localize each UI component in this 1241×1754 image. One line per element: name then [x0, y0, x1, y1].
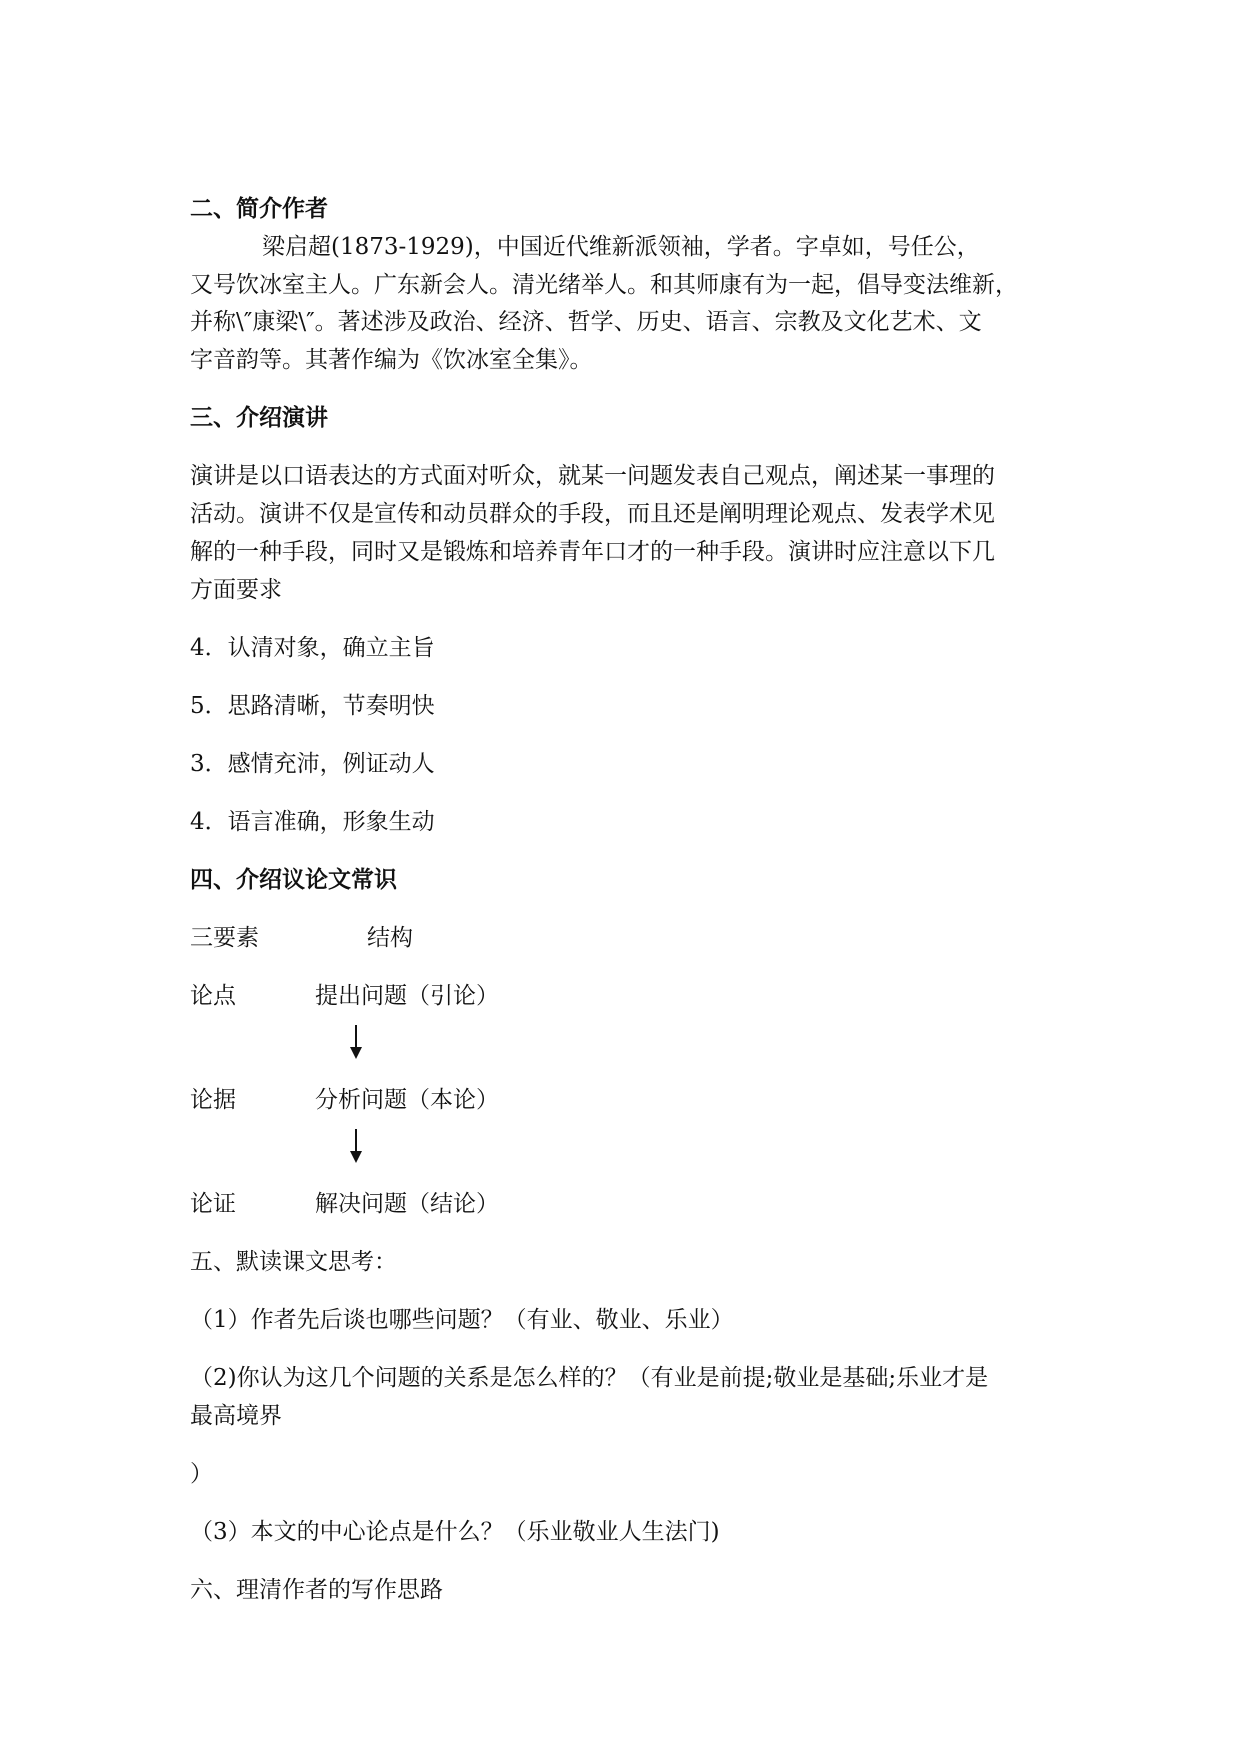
element-row-1-label: 论点 — [190, 983, 236, 1009]
section3-line-1: 演讲是以口语表达的方式面对听众，就某一问题发表自己观点，阐述某一事理的 — [190, 463, 995, 489]
section3-line-3: 解的一种手段，同时又是锻炼和培养青年口才的一种手段。演讲时应注意以下几 — [190, 539, 995, 565]
section2-line-4: 字音韵等。其著作编为《饮冰室全集》。 — [190, 347, 593, 373]
down-arrow-icon — [349, 1129, 363, 1163]
section2-line-2: 又号饮冰室主人。广东新会人。清光绪举人。和其师康有为一起，倡导变法维新， — [190, 272, 1018, 298]
requirement-item-4: 4．语言准确，形象生动 — [190, 809, 435, 835]
question-3: （3）本文的中心论点是什么？（乐业敬业人生法门) — [190, 1519, 720, 1545]
structure-row-2-label: 分析问题（本论） — [315, 1087, 499, 1113]
section5-heading: 五、默读课文思考： — [190, 1249, 397, 1275]
section2-line-3: 并称\″康梁\″。著述涉及政治、经济、哲学、历史、语言、宗教及文化艺术、文 — [190, 309, 982, 335]
section6-heading: 六、理清作者的写作思路 — [190, 1577, 443, 1603]
section3-line-4: 方面要求 — [190, 577, 282, 603]
question-2-line-1: （2)你认为这几个问题的关系是怎么样的？（有业是前提;敬业是基础;乐业才是 — [190, 1365, 989, 1391]
requirement-item-3: 3．感情充沛，例证动人 — [190, 751, 435, 777]
section4-heading: 四、介绍议论文常识 — [190, 867, 397, 893]
section2-heading: 二、简介作者 — [190, 196, 328, 222]
section3-line-2: 活动。演讲不仅是宣传和动员群众的手段，而且还是阐明理论观点、发表学术见 — [190, 501, 995, 527]
col-header-structure: 结构 — [367, 925, 413, 951]
question-2-line-2: 最高境界 — [190, 1403, 282, 1429]
requirement-item-2: 5．思路清晰，节奏明快 — [190, 693, 435, 719]
question-1: （1）作者先后谈也哪些问题？（有业、敬业、乐业） — [190, 1307, 734, 1333]
question-2-line-3: ） — [190, 1461, 213, 1487]
structure-row-1-label: 提出问题（引论） — [315, 983, 499, 1009]
col-header-elements: 三要素 — [190, 925, 259, 951]
down-arrow-icon — [349, 1025, 363, 1059]
element-row-2-label: 论据 — [190, 1087, 236, 1113]
section3-heading: 三、介绍演讲 — [190, 405, 328, 431]
section2-line-1: 梁启超(1873-1929)，中国近代维新派领袖，学者。字卓如，号任公， — [262, 234, 980, 260]
element-row-3-label: 论证 — [190, 1191, 236, 1217]
requirement-item-1: 4．认清对象，确立主旨 — [190, 635, 435, 661]
structure-row-3-label: 解决问题（结论） — [315, 1191, 499, 1217]
